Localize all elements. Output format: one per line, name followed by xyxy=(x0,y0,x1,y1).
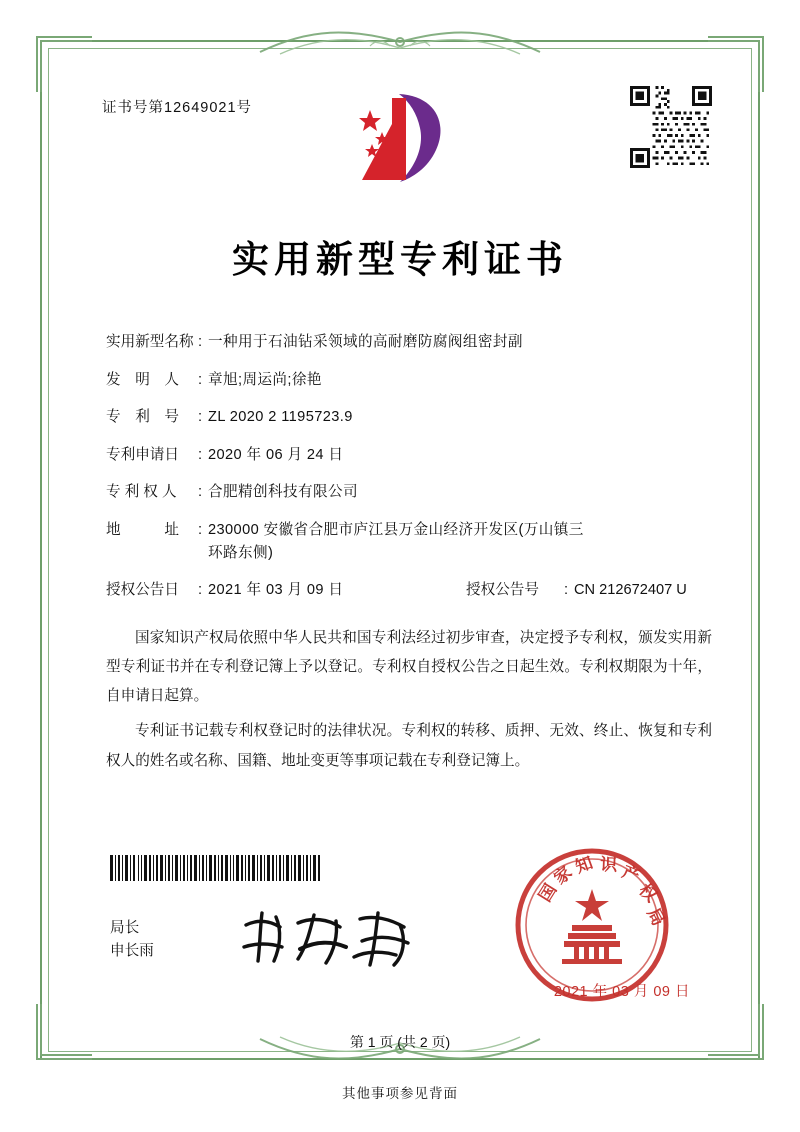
field-value: 章旭;周运尚;徐艳 xyxy=(208,371,322,388)
field-value: ZL 2020 2 1195723.9 xyxy=(208,409,353,426)
seal-date: 2021 年 03 月 09 日 xyxy=(553,984,690,1000)
fields-list xyxy=(106,335,712,598)
field-label-grant-number: 授权公告号 xyxy=(466,582,539,599)
svg-text:知: 知 xyxy=(572,853,596,878)
field-row-inventors xyxy=(106,373,712,388)
top-scroll-ornament-icon xyxy=(250,26,550,65)
field-row-address xyxy=(106,523,712,560)
svg-text:识: 识 xyxy=(599,855,618,876)
field-row-application-date xyxy=(106,448,712,463)
svg-text:国: 国 xyxy=(535,880,562,906)
field-colon: : xyxy=(198,484,203,501)
field-value-grant-date: 2021 年 03 月 09 日 xyxy=(208,582,344,599)
field-colon: : xyxy=(198,334,203,350)
field-colon: : xyxy=(564,582,569,599)
field-label: 专利申请日 xyxy=(106,446,179,463)
legal-paragraph-2: 专利证书记载专利权登记时的法律状况。专利权的转移、质押、无效、终止、恢复和专利权人的姓名或名称、国籍、地址变更等事项记载在专利登记簿上。 xyxy=(106,723,712,769)
field-value: 2020 年 06 月 24 日 xyxy=(208,446,344,463)
field-colon: : xyxy=(198,409,203,426)
field-colon: : xyxy=(198,582,203,599)
field-value-address-line2: 环路东侧) xyxy=(208,544,274,561)
field-row-grant-announcement xyxy=(106,583,712,598)
certificate-number: 证书号第12649021号 xyxy=(102,100,253,116)
barcode-icon xyxy=(110,855,322,881)
corner-ornament-top-left xyxy=(36,36,92,92)
signature-block xyxy=(110,917,154,964)
legal-paragraphs xyxy=(106,624,712,776)
field-value-address xyxy=(208,523,712,560)
field-colon: : xyxy=(198,446,203,463)
field-colon: : xyxy=(198,371,203,388)
back-side-note: 其他事项参见背面 xyxy=(342,1086,458,1101)
svg-text:权: 权 xyxy=(634,880,661,907)
field-row-utility-model-name xyxy=(106,335,712,350)
svg-text:局: 局 xyxy=(642,904,669,930)
director-title-label: 局长 xyxy=(110,920,140,936)
svg-text:家: 家 xyxy=(550,862,577,889)
field-value: 一种用于石油钻采领域的高耐磨防腐阀组密封副 xyxy=(208,334,523,350)
field-value-address-line1: 230000 安徽省合肥市庐江县万金山经济开发区(万山镇三 xyxy=(208,521,584,538)
page-title: 实用新型专利证书 xyxy=(232,238,568,281)
field-label: 专 利 号 xyxy=(106,409,179,426)
field-label: 实用新型名称 xyxy=(106,334,194,350)
field-label-grant-date: 授权公告日 xyxy=(106,582,179,599)
field-row-patentee xyxy=(106,485,712,500)
certificate-body xyxy=(88,96,712,782)
corner-ornament-top-right xyxy=(708,36,764,92)
page-number: 第 1 页 (共 2 页) xyxy=(349,1034,451,1050)
field-value: 合肥精创科技有限公司 xyxy=(208,484,358,501)
field-colon: : xyxy=(198,521,203,538)
field-label: 地 址 xyxy=(106,521,179,538)
svg-text:产: 产 xyxy=(619,862,643,888)
field-value-grant-number: CN 212672407 U xyxy=(574,582,687,599)
field-row-patent-number xyxy=(106,410,712,425)
director-name-label: 申长雨 xyxy=(110,943,154,960)
field-label: 专 利 权 人 xyxy=(106,484,177,501)
legal-paragraph-1: 国家知识产权局依照中华人民共和国专利法经过初步审查，决定授予专利权，颁发实用新型专利证书并在专利登记簿上予以登记。专利权自授权公告之日起生效。专利权期限为十年，自申请日起算。 xyxy=(106,629,712,705)
field-label: 发 明 人 xyxy=(106,371,179,388)
handwritten-signature-icon xyxy=(236,905,426,975)
